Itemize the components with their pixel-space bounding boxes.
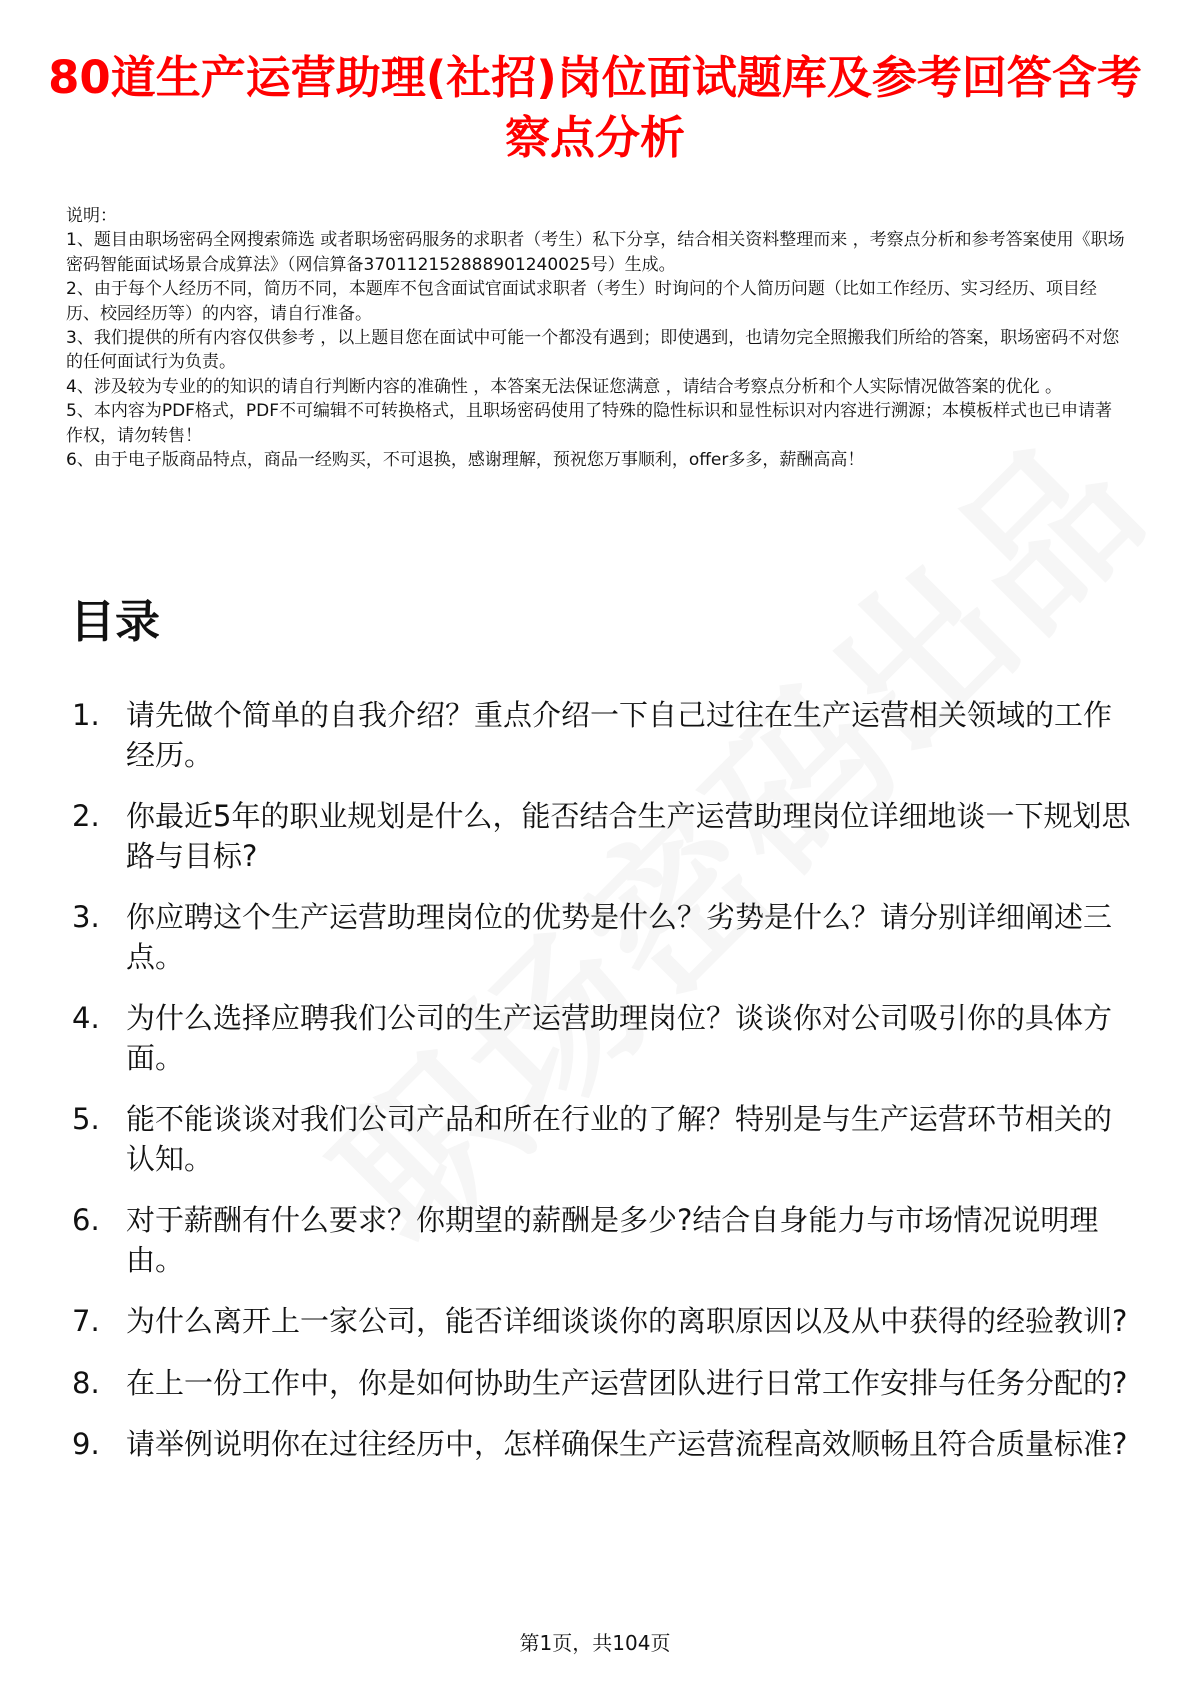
notes-heading: 说明： — [66, 206, 117, 226]
toc-item-text: 请举例说明你在过往经历中，怎样确保生产运营流程高效顺畅且符合质量标准? — [126, 1427, 1128, 1461]
document-title: 80道生产运营助理(社招)岗位面试题库及参考回答含考察点分析 — [48, 51, 1142, 164]
toc-item[interactable] — [72, 1425, 1132, 1465]
page-footer: 第1页，共104页 — [519, 1631, 671, 1655]
toc-item-number: 1. — [72, 698, 100, 732]
toc-item-number: 4. — [72, 1001, 100, 1035]
toc-item[interactable] — [72, 1100, 1132, 1179]
toc-list — [72, 696, 1132, 1487]
note-item: 5、本内容为PDF格式，PDF不可编辑不可转换格式，且职场密码使用了特殊的隐性标识和显性标识对内容进行溯源；本模板样式也已申请著作权，请勿转售！ — [66, 401, 1113, 446]
toc-item[interactable] — [72, 797, 1132, 876]
toc-item-number: 3. — [72, 900, 100, 934]
toc-item-text: 为什么离开上一家公司，能否详细谈谈你的离职原因以及从中获得的经验教训? — [126, 1304, 1128, 1338]
notes-section — [66, 204, 1128, 472]
toc-item-number: 2. — [72, 799, 100, 833]
note-item: 4、涉及较为专业的的知识的请自行判断内容的准确性 ，本答案无法保证您满意 ，请结合考察点分析和个人实际情况做答案的优化 。 — [66, 376, 1063, 397]
toc-item[interactable] — [72, 696, 1132, 775]
note-item: 6、由于电子版商品特点，商品一经购买，不可退换，感谢理解，预祝您万事顺利，offer多多，薪酬高高！ — [66, 450, 865, 471]
toc-item-text: 能不能谈谈对我们公司产品和所在行业的了解？特别是与生产运营环节相关的认知。 — [126, 1102, 1113, 1176]
toc-item[interactable] — [72, 1201, 1132, 1280]
toc-item[interactable] — [72, 1364, 1132, 1404]
toc-heading: 目录 — [70, 595, 161, 648]
toc-item-text: 你最近5年的职业规划是什么，能否结合生产运营助理岗位详细地谈一下规划思路与目标? — [126, 799, 1131, 873]
toc-item-text: 你应聘这个生产运营助理岗位的优势是什么？劣势是什么？请分别详细阐述三点。 — [126, 900, 1113, 974]
toc-item[interactable] — [72, 999, 1132, 1078]
toc-item-number: 5. — [72, 1102, 100, 1136]
note-item: 3、我们提供的所有内容仅供参考 ，以上题目您在面试中可能一个都没有遇到；即使遇到，也请勿完全照搬我们所给的答案，职场密码不对您的任何面试行为负责。 — [66, 328, 1120, 373]
toc-item-number: 8. — [72, 1365, 100, 1400]
toc-item[interactable] — [72, 1302, 1132, 1342]
toc-item-text: 对于薪酬有什么要求？你期望的薪酬是多少?结合自身能力与市场情况说明理由。 — [126, 1203, 1099, 1277]
toc-item-number: 9. — [72, 1427, 100, 1461]
note-item: 1、题目由职场密码全网搜索筛选 或者职场密码服务的求职者（考生）私下分享，结合相关资料整理而来 ，考察点分析和参考答案使用《职场密码智能面试场景合成算法》（网信算备370112152888901240025号）生成。 — [66, 230, 1125, 275]
note-item: 2、由于每个人经历不同，简历不同，本题库不包含面试官面试求职者（考生）时询问的个人简历问题（比如工作经历、实习经历、项目经历、校园经历等）的内容，请自行准备。 — [66, 279, 1097, 324]
toc-item-text: 请先做个简单的自我介绍？重点介绍一下自己过往在生产运营相关领域的工作经历。 — [126, 698, 1113, 772]
toc-item-text: 为什么选择应聘我们公司的生产运营助理岗位？谈谈你对公司吸引你的具体方面。 — [126, 1001, 1113, 1075]
toc-item-text: 在上一份工作中，你是如何协助生产运营团队进行日常工作安排与任务分配的? — [126, 1365, 1128, 1400]
toc-item-number: 6. — [72, 1203, 100, 1237]
toc-item[interactable] — [72, 898, 1132, 977]
toc-item-number: 7. — [72, 1304, 100, 1338]
